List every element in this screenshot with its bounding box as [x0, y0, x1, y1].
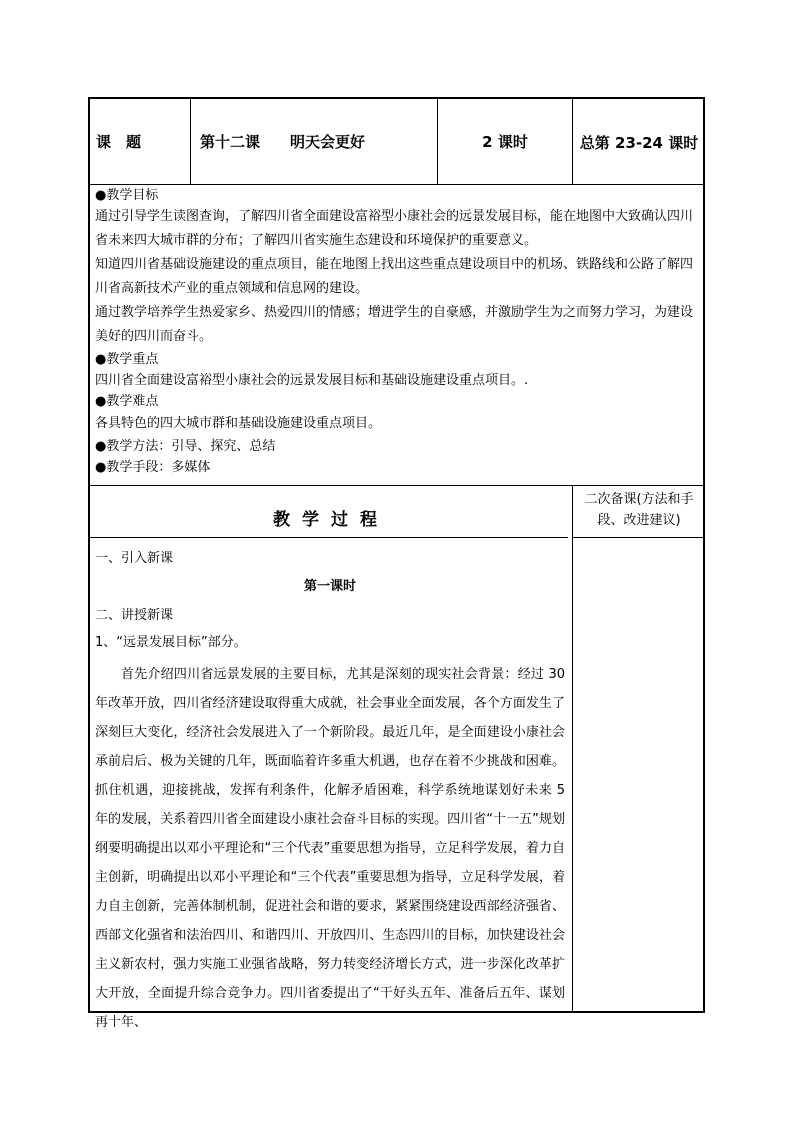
lesson-one-heading: 第一课时: [303, 579, 356, 594]
divider: [190, 99, 191, 184]
process-title: 教学过程: [273, 509, 389, 530]
goal-heading: ●教学目标: [95, 188, 159, 203]
divider: [572, 537, 703, 538]
process-body: [95, 545, 565, 1037]
objectives-section: [95, 186, 698, 478]
goal-line: 通过引导学生读图查询，了解四川省全面建设富裕型小康社会的远景发展目标，能在地图中大致确认四川省未来四大城市群的分布；了解四川省实施生态建设和环境保护的重要意义。: [95, 209, 694, 248]
intro-heading: 一、引入新课: [95, 551, 174, 566]
difficulty-heading: ●教学难点: [95, 394, 159, 409]
key-heading: ●教学重点: [95, 352, 159, 367]
divider: [90, 485, 703, 486]
divider: [437, 99, 438, 184]
hours-cell: 2 课时: [482, 133, 528, 151]
goal-line: 通过教学培养学生热爱家乡、热爱四川的情感；增进学生的自豪感，并激励学生为之而努力学习，为建设美好的四川而奋斗。: [95, 305, 694, 344]
key-text: 四川省全面建设富裕型小康社会的远景发展目标和基础设施建设重点项目。.: [95, 373, 529, 388]
body-paragraph: 首先介绍四川省远景发展的主要目标，尤其是深刻的现实社会背景：经过 30 年改革开放，四川省经济建设取得重大成就，社会事业全面发展，各个方面发生了深刻巨大变化，经济社会发展进入了一个新阶段。最近几年，是全面建设小康社会承前启后、极为关键的几年，既面临着许多重大机遇，也存在着不少挑战和困难。抓住机遇，迎接挑战，发挥有利条件，化解矛盾困难，科学系统地谋划好未来 5 年的发展，关系着四川省全面建设小康社会奋斗目标的实现。四川省“十一五”规划纲要明确提出以邓小平理论和“三个代表”重要思想为指导，立足科学发展，着力自主创新，明确提出以邓小平理论和“三个代表”重要思想为指导，立足科学发展，着力自主创新，完善体制机制，促进社会和谐的要求，紧紧围绕建设西部经济强省、西部文化强省和法治四川、和谐四川、开放四川、生态四川的目标，加快建设社会主义新农村，强力实施工业强省战略，努力转变经济增长方式，进一步深化改革扩大开放，全面提升综合竞争力。四川省委提出了“干好头五年、准备后五年、谋划再十年、: [95, 667, 565, 1030]
divider: [572, 485, 573, 1011]
lesson-plan-table: [88, 97, 705, 1030]
means-text: ●教学手段：多媒体: [95, 460, 211, 475]
section-heading: 1、“远景发展目标”部分。: [95, 635, 247, 650]
difficulty-text: 各具特色的四大城市群和基础设施建设重点项目。: [95, 416, 382, 431]
method-text: ●教学方法：引导、探究、总结: [95, 439, 276, 454]
lesson-title: 第十二课 明天会更好: [200, 133, 366, 151]
goal-line: 知道四川省基础设施建设的重点项目，能在地图上找出这些重点建设项目中的机场、铁路线和公路了解四川省高新技术产业的重点领域和信息网的建设。: [95, 257, 694, 296]
divider: [90, 184, 703, 185]
lecture-heading: 二、讲授新课: [95, 608, 174, 623]
subject-label: 课 题: [96, 133, 142, 151]
total-cell: 总第 23-24 课时: [579, 134, 699, 152]
notes-title: 二次备课(方法和手段、改进建议): [584, 492, 694, 528]
divider: [90, 537, 568, 538]
divider: [572, 99, 573, 184]
